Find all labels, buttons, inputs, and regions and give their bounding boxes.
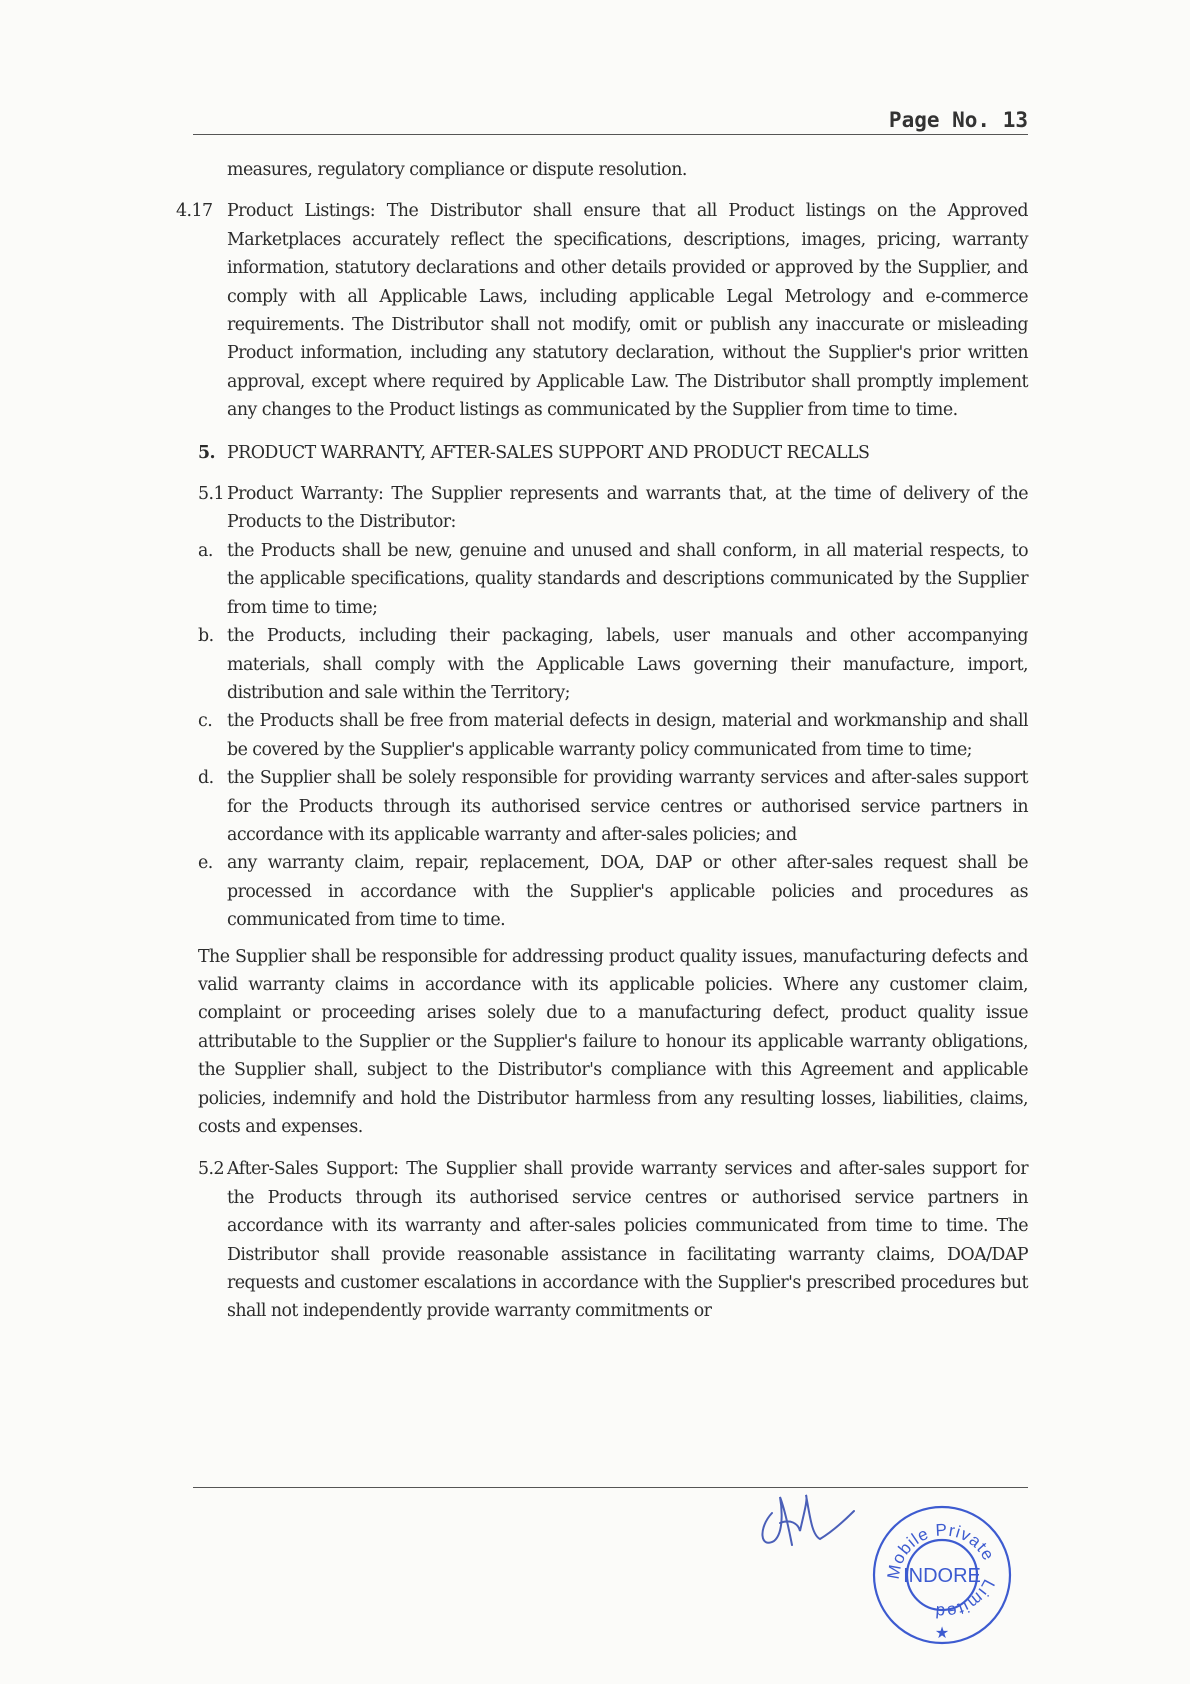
clause-text: Product Warranty: The Supplier represents and warrants that, at the time of delivery of the Products to the Distributor: <box>227 484 1028 533</box>
clause-5-2 <box>176 1155 1028 1325</box>
clause-4-17 <box>176 197 1028 424</box>
clause-number: 4.17 <box>176 201 213 222</box>
item-text: the Products shall be free from material defects in design, material and workmanship and shall be covered by the Supplier's applicable warranty policy communicated from time to time; <box>227 711 1028 760</box>
item-label: b. <box>198 626 214 647</box>
list-item-d <box>176 764 1028 849</box>
section-title: PRODUCT WARRANTY, AFTER-SALES SUPPORT AND PRODUCT RECALLS <box>227 442 870 463</box>
clause-5-1-closing: The Supplier shall be responsible for addressing product quality issues, manufacturing defects and valid warranty claims in accordance with its applicable policies. Where any customer claim, complaint or proceeding arises solely due to a manufacturing defect, product quality issue attributable to the Supplier or the Supplier's failure to honour its applicable warranty obligations, the Supplier shall, subject to the Distributor's compliance with this Agreement and applicable policies, indemnify and hold the Distributor harmless from any resulting losses, liabilities, claims, costs and expenses. <box>198 946 1028 1137</box>
header-rule <box>193 134 1028 135</box>
section-number: 5. <box>198 442 216 463</box>
section-heading <box>176 439 1028 467</box>
document-body <box>176 156 1028 1326</box>
page-number: Page No. 13 <box>888 108 1028 132</box>
item-label: a. <box>198 540 213 561</box>
svg-text:Mobile Private: Mobile Private <box>883 1520 999 1581</box>
footer-rule <box>193 1487 1028 1488</box>
company-seal <box>867 1500 1017 1650</box>
clause-number: 5.1 <box>198 484 225 505</box>
svg-text:INDORE: INDORE <box>903 1565 981 1587</box>
list-item-c <box>176 707 1028 764</box>
item-label: c. <box>198 711 213 732</box>
item-text: any warranty claim, repair, replacement, DOA, DAP or other after-sales request shall be processed in accordance with the Supplier's applicable policies and procedures as communicated from time to time. <box>227 853 1028 931</box>
item-text: the Products, including their packaging, labels, user manuals and other accompanying materials, shall comply with the Applicable Laws governing their manufacture, import, distribution and sale within the Territory; <box>227 626 1028 703</box>
continued-text: measures, regulatory compliance or dispute resolution. <box>227 160 687 180</box>
item-text: the Products shall be new, genuine and unused and shall conform, in all material respects, to the applicable specifications, quality standards and descriptions communicated by the Supplier from time to time; <box>227 540 1028 618</box>
item-text: the Supplier shall be solely responsible for providing warranty services and after-sales support for the Products through its authorised service centres or authorised service partners in accordance with its applicable warranty and after-sales policies; and <box>227 768 1028 845</box>
list-item-e <box>176 849 1028 934</box>
clause-5-1 <box>176 480 1028 537</box>
svg-text:Limited: Limited <box>933 1576 999 1622</box>
item-label: d. <box>198 768 214 789</box>
list-item-b <box>176 622 1028 707</box>
clause-text: After-Sales Support: The Supplier shall provide warranty services and after-sales support for the Products through its authorised service centres or authorised service partners in accordance with its warranty and after-sales policies communicated from time to time. The Distributor shall provide reasonable assistance in facilitating warranty claims, DOA/DAP requests and customer escalations in accordance with the Supplier's prescribed procedures but shall not independently provide warranty commitments or <box>227 1159 1028 1322</box>
svg-text:★: ★ <box>934 1623 950 1642</box>
item-label: e. <box>198 853 213 874</box>
clause-number: 5.2 <box>198 1159 225 1180</box>
signature <box>750 1483 860 1563</box>
clause-text: Product Listings: The Distributor shall ensure that all Product listings on the Approved Marketplaces accurately reflect the specifications, descriptions, images, pricing, warranty information, statutory declarations and other details provided or approved by the Supplier, and comply with all Applicable Laws, including applicable Legal Metrology and e-commerce requirements. The Distributor shall not modify, omit or publish any inaccurate or misleading Product information, including any statutory declaration, without the Supplier's prior written approval, except where required by Applicable Law. The Distributor shall promptly implement any changes to the Product listings as communicated by the Supplier from time to time. <box>227 201 1028 421</box>
list-item-a <box>176 537 1028 622</box>
